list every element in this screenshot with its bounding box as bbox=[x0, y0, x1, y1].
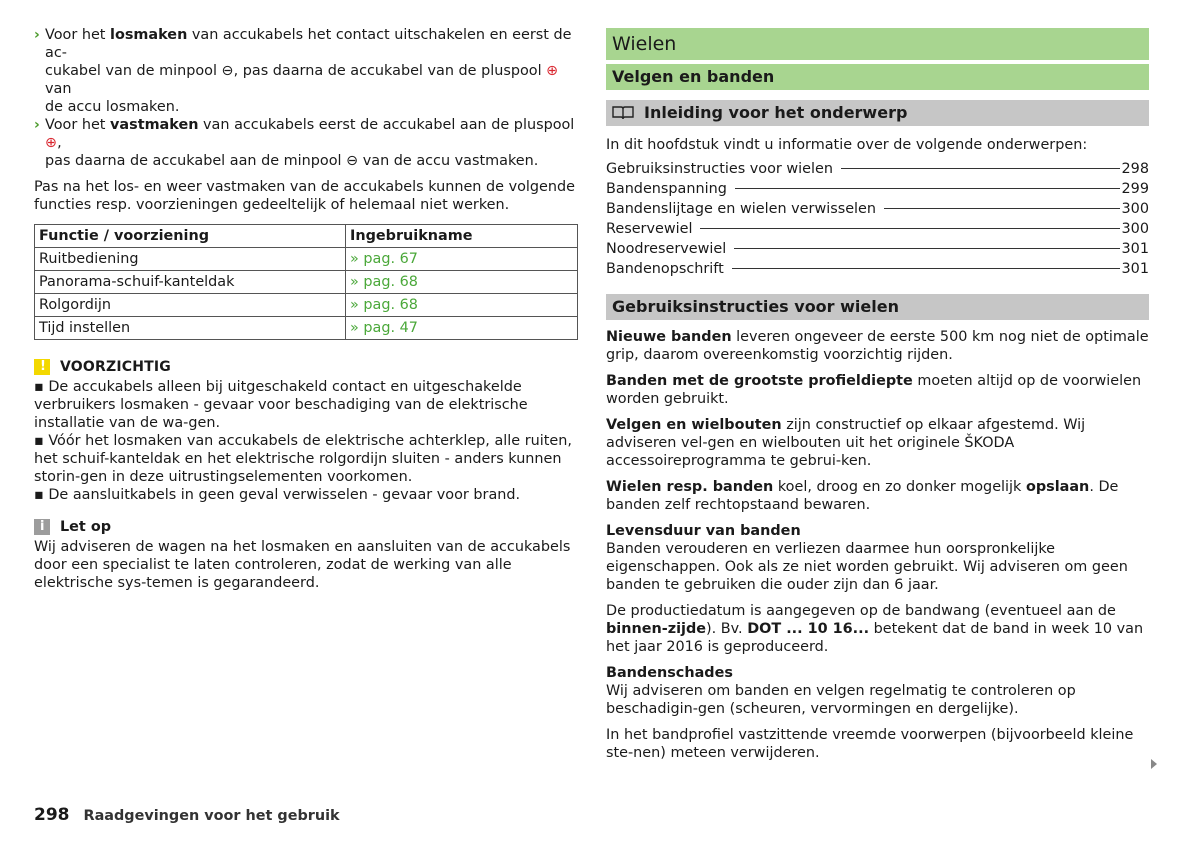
warning-list bbox=[34, 378, 578, 504]
paragraph bbox=[606, 478, 1149, 514]
paragraph: Banden verouderen en verliezen daarmee hun oorspronkelijke eigenschappen. Ook als ze niet worden gebruikt. Wij adviseren om geen banden te gebruiken die ouder zijn dan 6 jaar. bbox=[606, 541, 1128, 593]
bold-term: binnen-zijde bbox=[606, 621, 707, 637]
bold-term: Wielen resp. banden bbox=[606, 479, 774, 495]
paragraph bbox=[606, 372, 1149, 408]
chapter-heading: Wielen bbox=[606, 28, 1149, 60]
continue-arrow-icon bbox=[1151, 759, 1157, 769]
bullet-text: pas daarna de accukabel aan de minpool ⊖ van de accu vastmaken. bbox=[45, 153, 539, 169]
toc-item[interactable] bbox=[606, 240, 1149, 260]
subsection-title: Gebruiksinstructies voor wielen bbox=[612, 297, 899, 316]
table-cell: Rolgordijn bbox=[35, 294, 346, 317]
table-cell: Ruitbediening bbox=[35, 248, 346, 271]
table-row bbox=[35, 271, 578, 294]
page-link[interactable]: » pag. 68 bbox=[346, 294, 578, 317]
right-column bbox=[606, 28, 1149, 762]
bullet-text: , bbox=[57, 135, 62, 151]
chevron-right-icon: › bbox=[34, 27, 40, 43]
toc-page: 300 bbox=[1121, 221, 1149, 237]
bullet-text: cukabel van de minpool ⊖, pas daarna de accukabel van de pluspool bbox=[45, 63, 547, 79]
paragraph-text: De productiedatum is aangegeven op de bandwang (eventueel aan de bbox=[606, 603, 1116, 619]
function-table bbox=[34, 224, 578, 340]
info-icon bbox=[34, 519, 50, 535]
bullet-text: van accukabels het contact uitschakelen en eerst de ac- bbox=[45, 27, 572, 61]
bullet-text: de accu losmaken. bbox=[45, 99, 180, 115]
paragraph bbox=[606, 328, 1149, 364]
toc-page: 299 bbox=[1121, 181, 1149, 197]
page-link[interactable]: » pag. 67 bbox=[346, 248, 578, 271]
chevron-right-icon: › bbox=[34, 117, 40, 133]
paragraph: Pas na het los- en weer vastmaken van de accukabels kunnen de volgende functies resp. voorzieningen gedeeltelijk of helemaal niet werken. bbox=[34, 179, 575, 213]
toc-label: Bandenspanning bbox=[606, 181, 727, 197]
paragraph bbox=[606, 602, 1149, 656]
paragraph-text: betekent dat de band in week 10 van het jaar 2016 is geproduceerd. bbox=[606, 621, 1144, 655]
page-link[interactable]: » pag. 47 bbox=[346, 317, 578, 340]
bold-term: Nieuwe banden bbox=[606, 329, 732, 345]
warning-heading bbox=[34, 358, 578, 376]
paragraph: Wij adviseren om banden en velgen regelmatig te controleren op beschadigin-gen (scheuren, vervormingen en dergelijke). bbox=[606, 683, 1076, 717]
subsection-heading bbox=[606, 100, 1149, 126]
toc-leader bbox=[732, 268, 1120, 269]
toc-label: Reservewiel bbox=[606, 221, 693, 237]
table-header-row bbox=[35, 225, 578, 248]
plus-pole-icon: ⊕ bbox=[45, 135, 58, 151]
page-number: 298 bbox=[34, 805, 70, 825]
toc-item[interactable] bbox=[606, 260, 1149, 280]
paragraph-text: ). Bv. bbox=[706, 621, 748, 637]
toc-leader bbox=[700, 228, 1119, 229]
toc-list bbox=[606, 160, 1149, 280]
paragraph bbox=[606, 416, 1149, 470]
bold-term: opslaan bbox=[1025, 479, 1090, 495]
warning-item: ▪ Vóór het losmaken van accukabels de elektrische achterklep, alle ruiten, het schuif-kanteldak en het elektrische rolgordijn sluiten - anders kunnen storin-gen in deze uitrustingselementen voorkomen. bbox=[34, 433, 572, 485]
subheading: Bandenschades bbox=[606, 665, 733, 681]
warning-icon bbox=[34, 359, 50, 375]
paragraph-text: zijn constructief op elkaar afgestemd. Wij adviseren vel-gen en wielbouten uit het originele ŠKODA accessoireprogramma te gebrui-ken. bbox=[606, 417, 1086, 469]
toc-page: 301 bbox=[1121, 261, 1149, 277]
subsection-heading bbox=[606, 294, 1149, 320]
bold-term: Banden met de grootste profieldiepte bbox=[606, 373, 913, 389]
note-heading bbox=[34, 518, 578, 536]
toc-label: Bandenslijtage en wielen verwisselen bbox=[606, 201, 877, 217]
toc-item[interactable] bbox=[606, 200, 1149, 220]
warning-title: VOORZICHTIG bbox=[60, 359, 171, 375]
toc-item[interactable] bbox=[606, 220, 1149, 240]
toc-item[interactable] bbox=[606, 180, 1149, 200]
paragraph-text: koel, droog en zo donker mogelijk bbox=[773, 479, 1026, 495]
bullet-text: Voor het bbox=[45, 117, 111, 133]
bullet-losmaken bbox=[34, 26, 578, 116]
book-icon bbox=[612, 106, 634, 120]
toc-leader bbox=[884, 208, 1120, 209]
table-header: Ingebruikname bbox=[346, 225, 578, 248]
page-link[interactable]: » pag. 68 bbox=[346, 271, 578, 294]
paragraph: In het bandprofiel vastzittende vreemde voorwerpen (bijvoorbeeld kleine ste-nen) meteen verwijderen. bbox=[606, 727, 1134, 761]
warning-item: ▪ De aansluitkabels in geen geval verwisselen - gevaar voor brand. bbox=[34, 487, 521, 503]
bullet-vastmaken bbox=[34, 116, 578, 170]
table-row bbox=[35, 317, 578, 340]
table-row bbox=[35, 294, 578, 317]
paragraph-text: . De banden zelf rechtopstaand bewaren. bbox=[606, 479, 1119, 513]
toc-label: Noodreservewiel bbox=[606, 241, 727, 257]
footer-title: Raadgevingen voor het gebruik bbox=[83, 808, 340, 824]
toc-page: 301 bbox=[1121, 241, 1149, 257]
toc-page: 300 bbox=[1121, 201, 1149, 217]
intro-text: In dit hoofdstuk vindt u informatie over de volgende onderwerpen: bbox=[606, 137, 1088, 153]
toc-leader bbox=[734, 248, 1119, 249]
subheading: Levensduur van banden bbox=[606, 523, 801, 539]
left-column bbox=[34, 26, 578, 592]
subsection-title: Inleiding voor het onderwerp bbox=[644, 103, 908, 122]
bullet-text: van bbox=[45, 81, 72, 97]
bullet-text: Voor het bbox=[45, 27, 111, 43]
table-cell: Panorama-schuif-kanteldak bbox=[35, 271, 346, 294]
bold-term: DOT ... 10 16... bbox=[747, 621, 870, 637]
toc-label: Bandenopschrift bbox=[606, 261, 724, 277]
bullet-text: van accukabels eerst de accukabel aan de pluspool bbox=[198, 117, 575, 133]
bullet-bold: losmaken bbox=[110, 27, 188, 43]
note-title: Let op bbox=[60, 519, 112, 535]
note-text: Wij adviseren de wagen na het losmaken en aansluiten van de accukabels door een specialist te laten controleren, zodat de werking van alle elektrische sys-temen is gegarandeerd. bbox=[34, 539, 571, 591]
page-footer bbox=[34, 806, 340, 825]
plus-pole-icon: ⊕ bbox=[546, 63, 559, 79]
toc-item[interactable] bbox=[606, 160, 1149, 180]
table-cell: Tijd instellen bbox=[35, 317, 346, 340]
warning-item: ▪ De accukabels alleen bij uitgeschakeld contact en uitgeschakelde verbruikers losmaken - gevaar voor beschadiging van de elektrische installatie van de wa-gen. bbox=[34, 379, 528, 431]
toc-leader bbox=[735, 188, 1120, 189]
toc-label: Gebruiksinstructies voor wielen bbox=[606, 161, 833, 177]
table-row bbox=[35, 248, 578, 271]
table-header: Functie / voorziening bbox=[35, 225, 346, 248]
bullet-bold: vastmaken bbox=[110, 117, 199, 133]
paragraph-text: leveren ongeveer de eerste 500 km nog niet de optimale grip, daarom overeenkomstig voorzichtig rijden. bbox=[606, 329, 1149, 363]
paragraph-text: moeten altijd op de voorwielen worden gebruikt. bbox=[606, 373, 1142, 407]
toc-page: 298 bbox=[1121, 161, 1149, 177]
toc-leader bbox=[841, 168, 1120, 169]
bold-term: Velgen en wielbouten bbox=[606, 417, 782, 433]
section-heading: Velgen en banden bbox=[606, 64, 1149, 90]
